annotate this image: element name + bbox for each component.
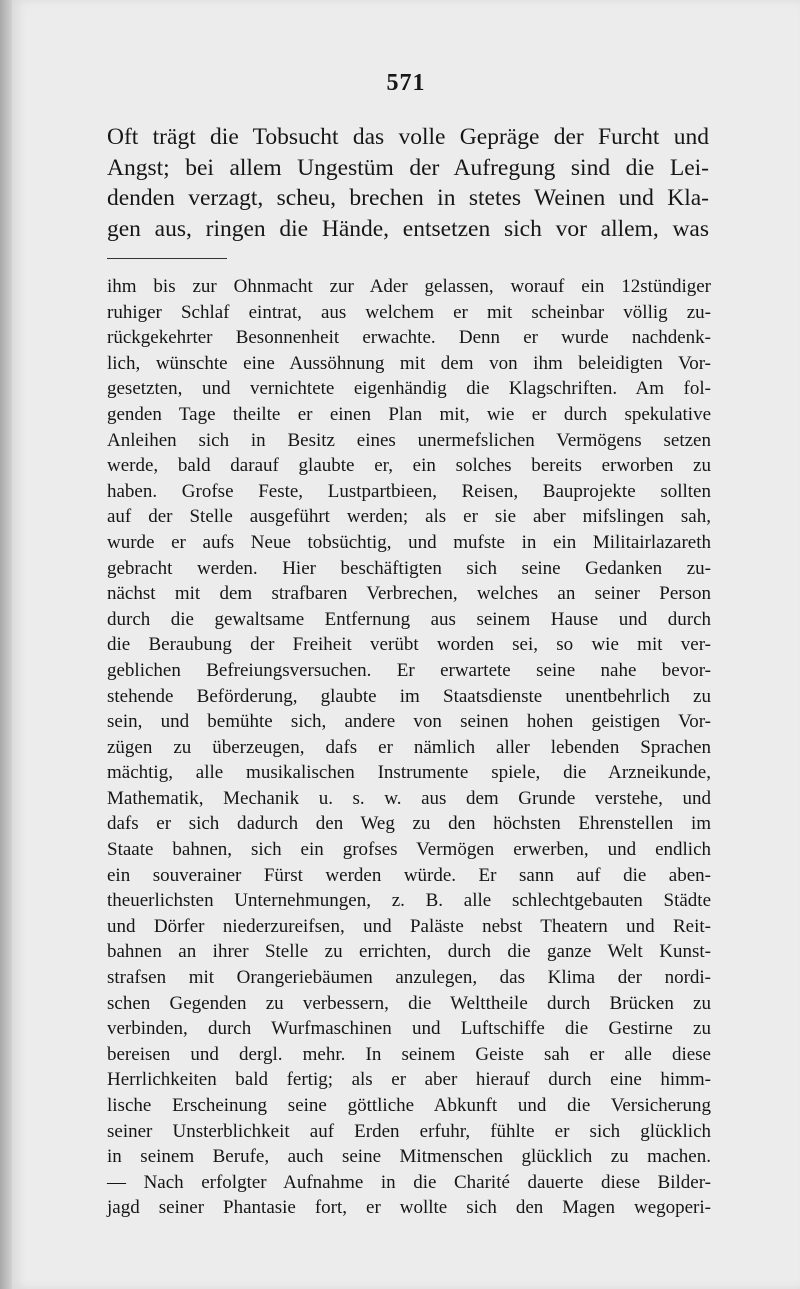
footnote-line: bereisen und dergl. mehr. In seinem Geiste sah er alle diese <box>107 1043 711 1065</box>
footnote-line: und Dörfer niederzureifsen, und Paläste nebst Theatern und Reit- <box>107 915 711 937</box>
footnote-separator-rule <box>107 258 227 259</box>
footnote-text-block <box>107 274 711 1221</box>
footnote-line: verbinden, durch Wurfmaschinen und Luftschiffe die Gestirne zu <box>107 1018 711 1040</box>
footnote-line: wurde er aufs Neue tobsüchtig, und mufste in ein Militairlazareth <box>107 531 711 553</box>
footnote-line: ruhiger Schlaf eintrat, aus welchem er mit scheinbar völlig zu- <box>107 301 711 323</box>
footnote-line: durch die gewaltsame Entfernung aus seinem Hause und durch <box>107 608 711 630</box>
footnote-line: gebracht werden. Hier beschäftigten sich seine Gedanken zu- <box>107 557 711 579</box>
footnote-line: haben. Grofse Feste, Lustpartbieen, Reisen, Bauprojekte sollten <box>107 480 711 502</box>
footnote-line: genden Tage theilte er einen Plan mit, wie er durch spekulative <box>107 403 711 425</box>
book-page <box>12 0 800 1289</box>
footnote-line: werde, bald darauf glaubte er, ein solches bereits erworben zu <box>107 455 711 477</box>
main-text-line: denden verzagt, scheu, brechen in stetes Weinen und Kla- <box>107 185 709 211</box>
main-text-block <box>107 122 709 244</box>
footnote-line: strafsen mit Orangeriebäumen anzulegen, das Klima der nordi- <box>107 967 711 989</box>
footnote-line: jagd seiner Phantasie fort, er wollte sich den Magen wegoperi- <box>107 1197 711 1219</box>
footnote-line: lische Erscheinung seine göttliche Abkunft und die Versicherung <box>107 1095 711 1116</box>
footnote-line: bahnen an ihrer Stelle zu errichten, durch die ganze Welt Kunst- <box>107 941 711 963</box>
main-text-line: Angst; bei allem Ungestüm der Aufregung sind die Lei- <box>107 154 709 181</box>
page-number: 571 <box>386 70 426 96</box>
footnote-line: seiner Unsterblichkeit auf Erden erfuhr, fühlte er sich glücklich <box>107 1120 711 1142</box>
main-text-line: gen aus, ringen die Hände, entsetzen sich vor allem, was <box>107 215 709 242</box>
footnote-line: zügen zu überzeugen, dafs er nämlich aller lebenden Sprachen <box>107 736 711 758</box>
footnote-line: — Nach erfolgter Aufnahme in die Charité dauerte diese Bilder- <box>107 1171 711 1193</box>
footnote-line: ein souverainer Fürst werden würde. Er sann auf die aben- <box>107 864 711 886</box>
footnote-line: auf der Stelle ausgeführt werden; als er sie aber mifslingen sah, <box>107 506 711 528</box>
footnote-line: die Beraubung der Freiheit verübt worden sei, so wie mit ver- <box>107 634 711 656</box>
footnote-line: sein, und bemühte sich, andere von seinen hohen geistigen Vor- <box>107 711 711 733</box>
footnote-line: lich, wünschte eine Aussöhnung mit dem von ihm beleidigten Vor- <box>107 352 711 374</box>
footnote-line: ihm bis zur Ohnmacht zur Ader gelassen, worauf ein 12stündiger <box>107 276 711 297</box>
footnote-line: stehende Beförderung, glaubte im Staatsdienste unentbehrlich zu <box>107 685 711 707</box>
footnote-line: in seinem Berufe, auch seine Mitmenschen glücklich zu machen. <box>107 1146 711 1168</box>
footnote-line: Herrlichkeiten bald fertig; als er aber hierauf durch eine himm- <box>107 1069 711 1091</box>
main-text-line: Oft trägt die Tobsucht das volle Gepräge der Furcht und <box>107 124 709 150</box>
footnote-line: dafs er sich dadurch den Weg zu den höchsten Ehrenstellen im <box>107 813 711 835</box>
footnote-line: Staate bahnen, sich ein grofses Vermögen erwerben, und endlich <box>107 839 711 861</box>
footnote-line: nächst mit dem strafbaren Verbrechen, welches an seiner Person <box>107 583 711 605</box>
footnote-line: gesetzten, und vernichtete eigenhändig die Klagschriften. Am fol- <box>107 378 711 400</box>
footnote-line: theuerlichsten Unternehmungen, z. B. alle schlechtgebauten Städte <box>107 890 711 912</box>
footnote-line: Anleihen sich in Besitz eines unermefslichen Vermögens setzen <box>107 429 711 451</box>
footnote-line: schen Gegenden zu verbessern, die Welttheile durch Brücken zu <box>107 992 711 1014</box>
footnote-line: geblichen Befreiungsversuchen. Er erwartete seine nahe bevor- <box>107 659 711 681</box>
footnote-line: rückgekehrter Besonnenheit erwachte. Denn er wurde nachdenk- <box>107 327 711 349</box>
footnote-line: Mathematik, Mechanik u. s. w. aus dem Grunde verstehe, und <box>107 787 711 809</box>
footnote-line: mächtig, alle musikalischen Instrumente spiele, die Arzneikunde, <box>107 762 711 784</box>
